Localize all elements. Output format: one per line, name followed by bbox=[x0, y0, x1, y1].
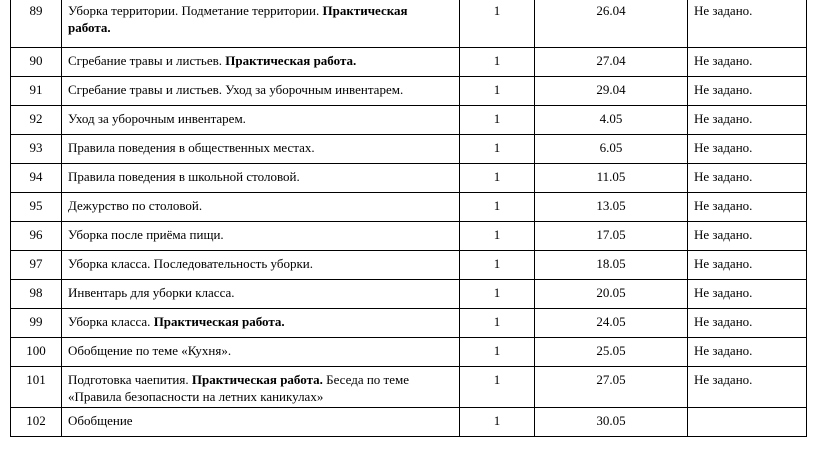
lesson-homework: Не задано. bbox=[688, 164, 807, 193]
lesson-topic: Уборка после приёма пищи. bbox=[62, 222, 460, 251]
lesson-date: 24.05 bbox=[535, 309, 688, 338]
lesson-date: 26.04 bbox=[535, 0, 688, 48]
lesson-homework: Не задано. bbox=[688, 48, 807, 77]
lesson-hours: 1 bbox=[460, 77, 535, 106]
lesson-homework: Не задано. bbox=[688, 309, 807, 338]
lesson-topic: Уборка класса. Последовательность уборки. bbox=[62, 251, 460, 280]
lesson-topic: Правила поведения в школьной столовой. bbox=[62, 164, 460, 193]
lesson-topic: Правила поведения в общественных местах. bbox=[62, 135, 460, 164]
table-row bbox=[11, 338, 807, 367]
lesson-number: 101 bbox=[11, 367, 62, 408]
lesson-homework: Не задано. bbox=[688, 0, 807, 48]
lesson-homework: Не задано. bbox=[688, 77, 807, 106]
lesson-number: 97 bbox=[11, 251, 62, 280]
lesson-date: 29.04 bbox=[535, 77, 688, 106]
lesson-date: 27.05 bbox=[535, 367, 688, 408]
table-row bbox=[11, 309, 807, 338]
table-row bbox=[11, 0, 807, 48]
lesson-date: 4.05 bbox=[535, 106, 688, 135]
lesson-number: 91 bbox=[11, 77, 62, 106]
lesson-topic: Инвентарь для уборки класса. bbox=[62, 280, 460, 309]
lesson-date: 30.05 bbox=[535, 408, 688, 437]
lesson-number: 92 bbox=[11, 106, 62, 135]
lesson-homework: Не задано. bbox=[688, 106, 807, 135]
lesson-number: 102 bbox=[11, 408, 62, 437]
lesson-topic: Подготовка чаепития. Практическая работа. Беседа по теме «Правила безопасности на летних каникулах» bbox=[62, 367, 460, 408]
lesson-hours: 1 bbox=[460, 106, 535, 135]
lesson-hours: 1 bbox=[460, 135, 535, 164]
lesson-date: 18.05 bbox=[535, 251, 688, 280]
lesson-homework: Не задано. bbox=[688, 367, 807, 408]
table-row bbox=[11, 280, 807, 309]
lesson-number: 89 bbox=[11, 0, 62, 48]
lesson-hours: 1 bbox=[460, 164, 535, 193]
table-row bbox=[11, 222, 807, 251]
table-row bbox=[11, 251, 807, 280]
lesson-homework: Не задано. bbox=[688, 193, 807, 222]
lesson-number: 99 bbox=[11, 309, 62, 338]
lesson-hours: 1 bbox=[460, 408, 535, 437]
lesson-homework: Не задано. bbox=[688, 251, 807, 280]
lesson-hours: 1 bbox=[460, 251, 535, 280]
lesson-topic: Уборка класса. Практическая работа. bbox=[62, 309, 460, 338]
lesson-number: 100 bbox=[11, 338, 62, 367]
lesson-topic: Сгребание травы и листьев. Практическая работа. bbox=[62, 48, 460, 77]
lesson-date: 6.05 bbox=[535, 135, 688, 164]
lesson-homework: Не задано. bbox=[688, 135, 807, 164]
lesson-topic: Обобщение по теме «Кухня». bbox=[62, 338, 460, 367]
table-row bbox=[11, 48, 807, 77]
lesson-date: 27.04 bbox=[535, 48, 688, 77]
lesson-hours: 1 bbox=[460, 280, 535, 309]
lesson-plan-table bbox=[10, 0, 807, 437]
lesson-hours: 1 bbox=[460, 367, 535, 408]
table-row bbox=[11, 408, 807, 437]
lesson-hours: 1 bbox=[460, 222, 535, 251]
lesson-date: 25.05 bbox=[535, 338, 688, 367]
lesson-number: 95 bbox=[11, 193, 62, 222]
lesson-hours: 1 bbox=[460, 193, 535, 222]
lesson-homework: Не задано. bbox=[688, 338, 807, 367]
table-row bbox=[11, 106, 807, 135]
lesson-hours: 1 bbox=[460, 0, 535, 48]
lesson-number: 93 bbox=[11, 135, 62, 164]
lesson-hours: 1 bbox=[460, 48, 535, 77]
lesson-number: 90 bbox=[11, 48, 62, 77]
table-row bbox=[11, 367, 807, 408]
lesson-hours: 1 bbox=[460, 338, 535, 367]
table-row bbox=[11, 135, 807, 164]
lesson-topic: Дежурство по столовой. bbox=[62, 193, 460, 222]
lesson-date: 11.05 bbox=[535, 164, 688, 193]
table-row bbox=[11, 77, 807, 106]
lesson-homework: Не задано. bbox=[688, 222, 807, 251]
lesson-topic: Обобщение bbox=[62, 408, 460, 437]
lesson-date: 17.05 bbox=[535, 222, 688, 251]
lesson-homework bbox=[688, 408, 807, 437]
lesson-date: 20.05 bbox=[535, 280, 688, 309]
lesson-topic: Уход за уборочным инвентарем. bbox=[62, 106, 460, 135]
lesson-hours: 1 bbox=[460, 309, 535, 338]
table-row bbox=[11, 193, 807, 222]
lesson-number: 98 bbox=[11, 280, 62, 309]
lesson-number: 94 bbox=[11, 164, 62, 193]
lesson-number: 96 bbox=[11, 222, 62, 251]
lesson-homework: Не задано. bbox=[688, 280, 807, 309]
lesson-date: 13.05 bbox=[535, 193, 688, 222]
lesson-topic: Сгребание травы и листьев. Уход за уборочным инвентарем. bbox=[62, 77, 460, 106]
lesson-topic: Уборка территории. Подметание территории. Практическая работа. bbox=[62, 0, 460, 48]
table-row bbox=[11, 164, 807, 193]
